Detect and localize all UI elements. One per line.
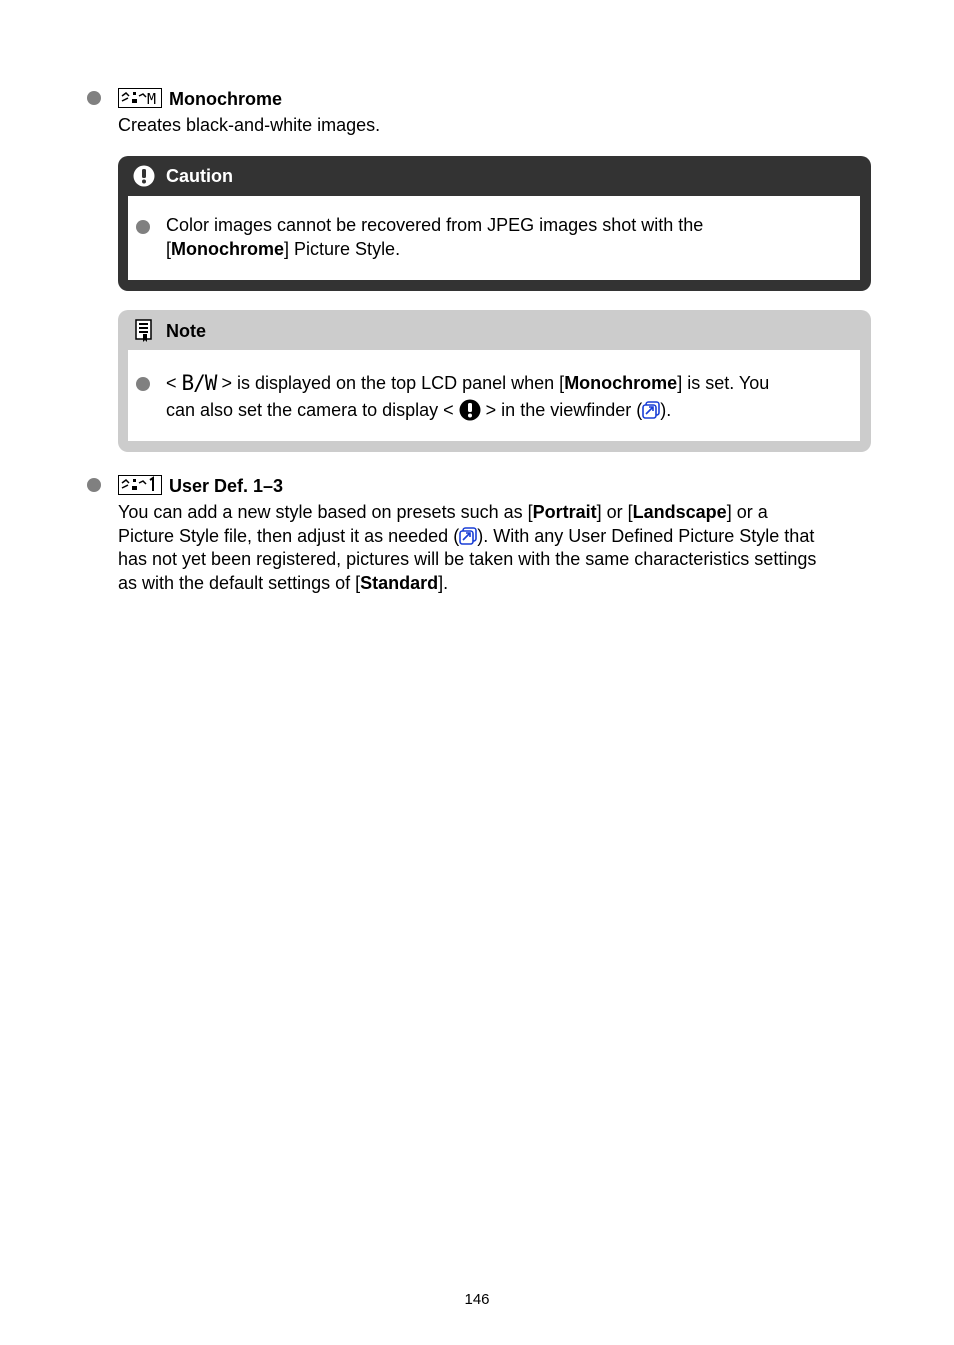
- caution-header: [118, 156, 871, 196]
- monochrome-description: Creates black-and-white images.: [118, 115, 381, 135]
- picture-style-monochrome-icon: [118, 88, 162, 108]
- note-item: [166, 370, 856, 424]
- ud-text-1: You can add a new style based on presets such as [: [118, 502, 533, 522]
- bullet: [136, 377, 150, 391]
- note-bold: Monochrome: [564, 373, 678, 393]
- ud-text-6: has not yet been registered, pictures will be taken with the same characteristics settings: [118, 549, 817, 569]
- note-text-6: ).: [660, 400, 672, 420]
- bullet: [136, 220, 150, 234]
- bw-symbol: B/W: [181, 371, 217, 395]
- caution-icon: [133, 165, 155, 187]
- note-label: Note: [166, 321, 206, 341]
- ud-text-4: Picture Style file, then adjust it as needed (: [118, 525, 460, 546]
- note-text-1: <: [166, 373, 182, 393]
- caution-item-text-2: ] Picture Style.: [284, 238, 401, 259]
- ud-bold-portrait: Portrait: [532, 502, 597, 522]
- caution-item: [166, 214, 846, 261]
- note-text-5: > in the viewfinder (: [480, 400, 643, 420]
- bullet: [87, 91, 101, 105]
- note-body: [128, 350, 860, 441]
- ud-text-8: ].: [438, 572, 449, 593]
- ud-text-5: ). With any User Defined Picture Style that: [477, 525, 815, 546]
- caution-box: [118, 156, 871, 291]
- svg-text:M: M: [147, 90, 157, 106]
- ud-bold-standard: Standard: [360, 572, 439, 593]
- ud-text-2: ] or [: [596, 502, 633, 522]
- page-reference-link-icon[interactable]: [642, 401, 660, 419]
- user-def-description: [118, 501, 878, 595]
- page-number: 146: [464, 1291, 490, 1308]
- bullet: [87, 478, 101, 492]
- caution-item-text-1: Color images cannot be recovered from JPEG images shot with the: [166, 215, 704, 235]
- page-reference-link-icon[interactable]: [459, 527, 477, 545]
- caution-label: Caution: [166, 166, 233, 186]
- section-heading-monochrome: Monochrome: [169, 89, 283, 109]
- caution-item-bracket: [: [166, 238, 172, 259]
- ud-bold-landscape: Landscape: [632, 502, 727, 522]
- caution-body: [128, 196, 860, 280]
- caution-item-bold: Monochrome: [171, 238, 285, 259]
- ud-text-3: ] or a: [726, 502, 768, 522]
- ud-text-7: as with the default settings of [: [118, 572, 361, 593]
- note-text-4: can also set the camera to display <: [166, 400, 459, 420]
- section-heading-user-def: User Def. 1–3: [169, 476, 284, 496]
- exclamation-icon: [459, 399, 481, 421]
- note-box: [118, 310, 871, 452]
- note-icon: [135, 319, 155, 343]
- note-text-2: > is displayed on the top LCD panel when [: [216, 373, 565, 393]
- picture-style-user-def-icon: [118, 475, 162, 495]
- note-text-3: ] is set. You: [677, 373, 770, 393]
